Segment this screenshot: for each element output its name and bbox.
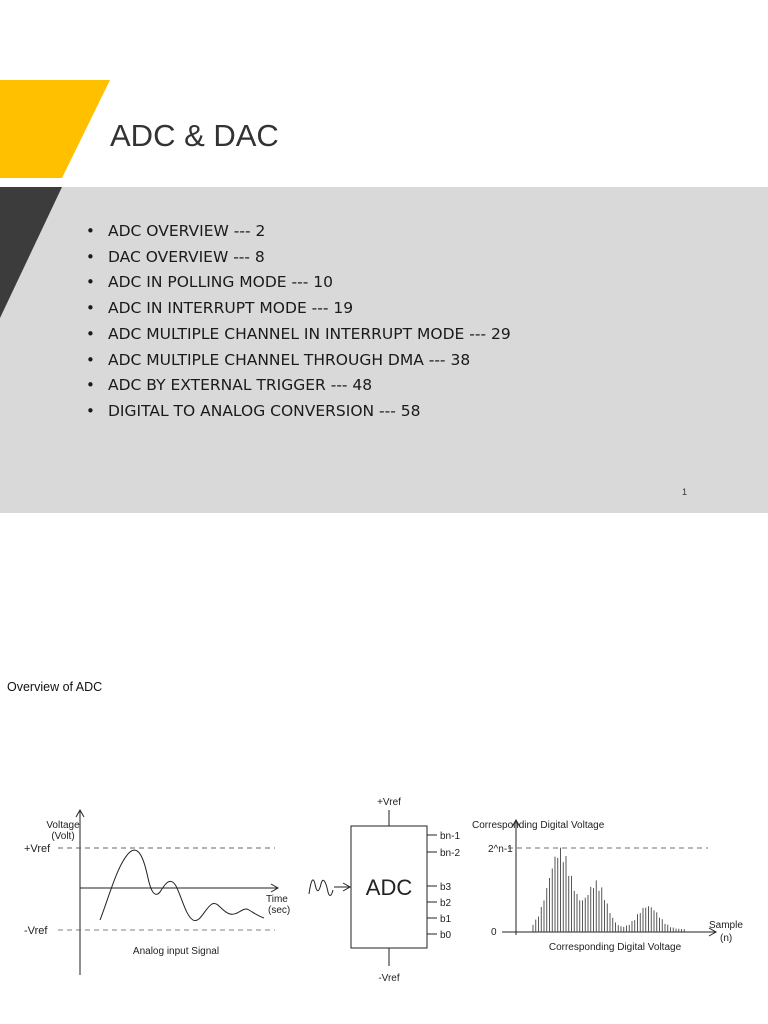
digital-caption: Corresponding Digital Voltage — [548, 942, 682, 953]
sample-bars — [533, 848, 684, 932]
analog-y-label-1: Voltage — [46, 820, 80, 831]
signal-input-arrow — [309, 880, 350, 896]
adc-bottom-vref-label: -Vref — [378, 973, 400, 984]
section-label: Overview of ADC — [7, 680, 103, 694]
adc-top-vref-label: +Vref — [377, 797, 401, 808]
small-wave-icon — [309, 880, 333, 896]
toc-item: • ADC IN POLLING MODE --- 10 — [86, 270, 511, 296]
toc-item: • ADC BY EXTERNAL TRIGGER --- 48 — [86, 373, 511, 399]
adc-label: ADC — [365, 875, 413, 900]
digital-title: Corresponding Digital Voltage — [472, 820, 605, 831]
bit-label: bn-2 — [440, 848, 461, 859]
sample-unit-label: (n) — [720, 933, 733, 944]
page-number: 1 — [682, 487, 688, 497]
toc-item: • ADC MULTIPLE CHANNEL IN INTERRUPT MODE --- 29 — [86, 322, 511, 348]
adc-diagram — [0, 780, 768, 990]
pos-vref-label: +Vref — [24, 843, 51, 855]
bit-label: b2 — [440, 898, 452, 909]
sample-label: Sample — [709, 920, 743, 931]
max-code-label: 2^n-1 — [488, 844, 513, 855]
time-label: Time — [266, 894, 288, 905]
toc-item: • DAC OVERVIEW --- 8 — [86, 245, 511, 271]
analog-signal-graph — [24, 810, 290, 975]
toc-item: • ADC IN INTERRUPT MODE --- 19 — [86, 296, 511, 322]
analog-y-label-2: (Volt) — [51, 831, 75, 842]
bit-label: b3 — [440, 882, 452, 893]
bit-label: b0 — [440, 930, 452, 941]
toc-item: • ADC MULTIPLE CHANNEL THROUGH DMA --- 38 — [86, 348, 511, 374]
digital-output-graph — [472, 820, 743, 953]
zero-label: 0 — [491, 927, 497, 938]
slide-title: ADC & DAC — [110, 118, 279, 153]
time-unit-label: (sec) — [268, 905, 291, 916]
bit-label: bn-1 — [440, 831, 461, 842]
accent-parallelogram — [0, 80, 110, 178]
toc-item: • ADC OVERVIEW --- 2 — [86, 219, 511, 245]
analog-waveform — [100, 850, 264, 920]
table-of-contents — [86, 219, 511, 425]
adc-block — [351, 797, 460, 984]
analog-caption: Analog input Signal — [132, 946, 220, 957]
neg-vref-label: -Vref — [24, 925, 48, 937]
bit-label: b1 — [440, 914, 452, 925]
toc-item: • DIGITAL TO ANALOG CONVERSION --- 58 — [86, 399, 511, 425]
